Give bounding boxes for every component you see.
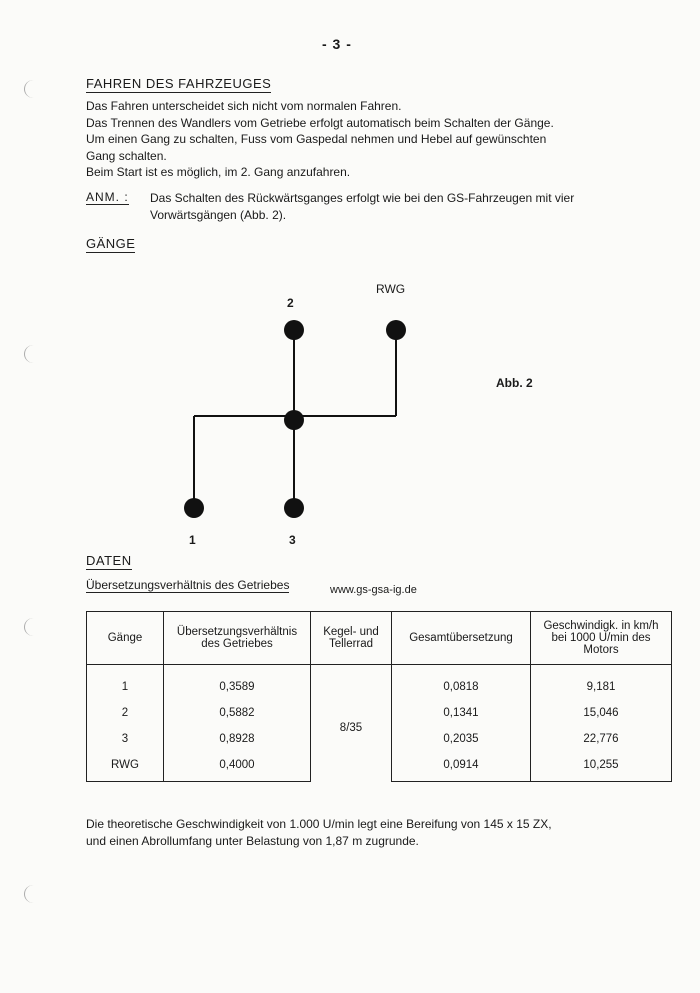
table-header-row <box>87 612 672 665</box>
cell-gang: 1 <box>87 665 164 701</box>
table-row <box>87 665 672 701</box>
col-geschw: Geschwindigk. in km/h bei 1000 U/min des Motors <box>531 612 672 665</box>
cell-uebersetzung: 0,8928 <box>164 726 311 752</box>
footnote-line: Die theoretische Geschwindigkeit von 1.000 U/min legt eine Bereifung von 145 x 15 ZX, <box>86 817 552 831</box>
page-number: - 3 - <box>322 36 352 52</box>
fahren-line: Das Fahren unterscheidet sich nicht vom normalen Fahren. <box>86 99 402 113</box>
heading-gaenge: GÄNGE <box>86 236 136 251</box>
gear-position-1 <box>184 498 204 518</box>
gear-label-3: 3 <box>289 533 296 547</box>
cell-uebersetzung: 0,5882 <box>164 700 311 726</box>
footnote <box>86 816 552 849</box>
figure-label: Abb. 2 <box>496 376 533 390</box>
cell-gang: RWG <box>87 752 164 782</box>
cell-gesamt: 0,0818 <box>392 665 531 701</box>
cell-uebersetzung: 0,4000 <box>164 752 311 782</box>
anm-line: Das Schalten des Rückwärtsganges erfolgt wie bei den GS-Fahrzeugen mit vier <box>150 191 575 205</box>
gear-position-rwg <box>386 320 406 340</box>
cell-gang: 3 <box>87 726 164 752</box>
cell-geschw: 22,776 <box>531 726 672 752</box>
punch-hole <box>24 885 43 903</box>
col-gesamt: Gesamtübersetzung <box>392 612 531 665</box>
cell-gesamt: 0,1341 <box>392 700 531 726</box>
fahren-text <box>86 98 554 181</box>
anm-line: Vorwärtsgängen (Abb. 2). <box>150 207 287 222</box>
punch-hole <box>24 618 43 636</box>
gear-label-rwg: RWG <box>376 282 406 296</box>
gear-position-3 <box>284 498 304 518</box>
cell-gesamt: 0,0914 <box>392 752 531 782</box>
fahren-line: Das Trennen des Wandlers vom Getriebe erfolgt automatisch beim Schalten der Gänge. <box>86 115 554 130</box>
punch-hole <box>24 80 43 98</box>
punch-hole <box>24 345 43 363</box>
footnote-line: und einen Abrollumfang unter Belastung von 1,87 m zugrunde. <box>86 833 419 848</box>
cell-geschw: 15,046 <box>531 700 672 726</box>
col-gaenge: Gänge <box>87 612 164 665</box>
cell-uebersetzung: 0,3589 <box>164 665 311 701</box>
fahren-line: Beim Start ist es möglich, im 2. Gang anzufahren. <box>86 165 351 179</box>
subheading-uebersetzung: Übersetzungsverhältnis des Getriebes <box>86 578 290 592</box>
gear-position-2 <box>284 320 304 340</box>
heading-daten: DATEN <box>86 553 132 568</box>
fahren-line: Gang schalten. <box>86 148 167 163</box>
cell-gang: 2 <box>87 700 164 726</box>
gear-label-2: 2 <box>287 296 294 310</box>
cell-geschw: 9,181 <box>531 665 672 701</box>
col-uebersetzung: Übersetzungsverhältnis des Getriebes <box>164 612 311 665</box>
cell-gesamt: 0,2035 <box>392 726 531 752</box>
anm-label: ANM. : <box>86 190 129 204</box>
gear-neutral <box>284 410 304 430</box>
cell-geschw: 10,255 <box>531 752 672 782</box>
website-url: www.gs-gsa-ig.de <box>330 584 417 596</box>
fahren-line: Um einen Gang zu schalten, Fuss vom Gaspedal nehmen und Hebel auf gewünschten <box>86 132 547 146</box>
gear-ratio-table <box>86 611 672 782</box>
cell-kegel-tellerrad: 8/35 <box>311 665 392 782</box>
heading-fahren: FAHREN DES FAHRZEUGES <box>86 76 272 91</box>
gear-shift-diagram <box>170 310 420 525</box>
gear-label-1: 1 <box>189 533 196 547</box>
anm-text <box>150 190 574 223</box>
col-kegel: Kegel- und Tellerrad <box>311 612 392 665</box>
